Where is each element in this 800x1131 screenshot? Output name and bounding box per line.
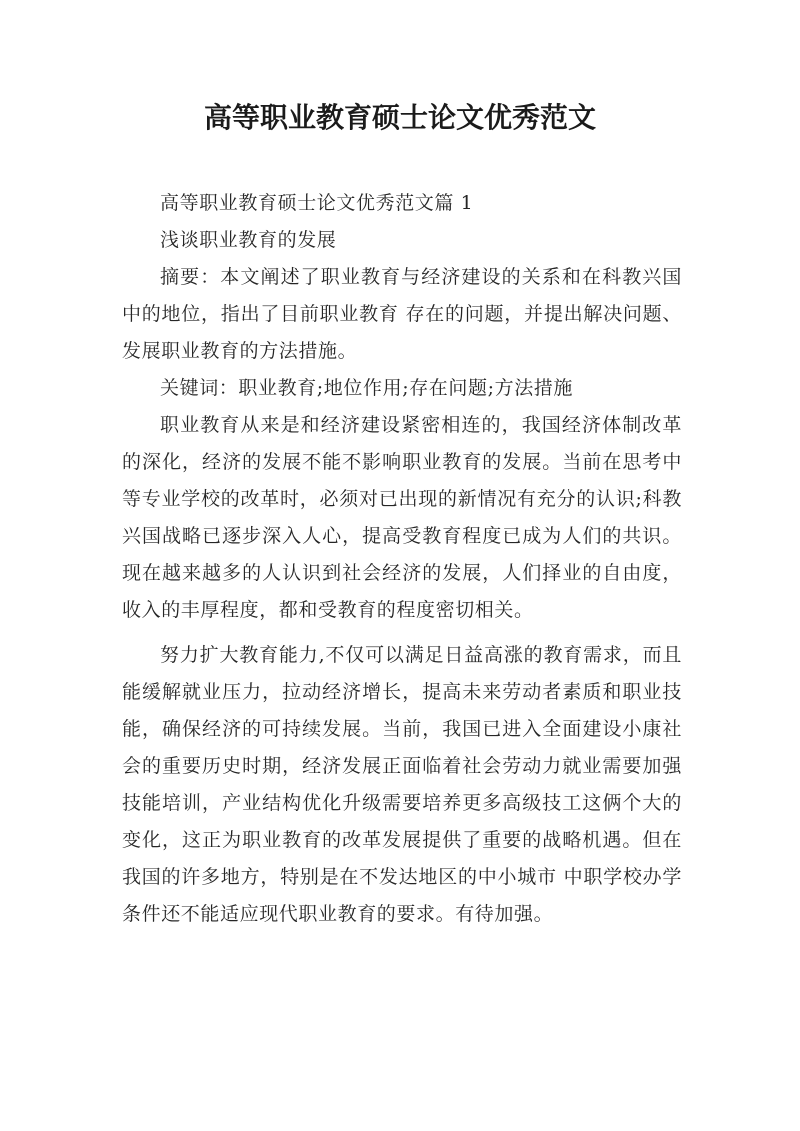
body-paragraph: 职业教育从来是和经济建设紧密相连的，我国经济体制改革的深化，经济的发展不能不影响职业教育的发展。当前在思考中等专业学校的改革时，必须对已出现的新情况有充分的认识;科教兴国战略已逐步深入人心，提高受教育程度已成为人们的共识。现在越来越多的人认识到社会经济的发展，人们择业的自由度，收入的丰厚程度，都和受教育的程度密切相关。 bbox=[122, 414, 682, 621]
abstract-paragraph: 摘要：本文阐述了职业教育与经济建设的关系和在科教兴国中的地位，指出了目前职业教育 存在的问题，并提出解决问题、发展职业教育的方法措施。 bbox=[122, 266, 682, 362]
section-heading: 高等职业教育硕士论文优秀范文篇 1 bbox=[160, 192, 474, 214]
body-paragraph: 努力扩大教育能力,不仅可以满足日益高涨的教育需求，而且能缓解就业压力，拉动经济增长，提高未来劳动者素质和职业技能，确保经济的可持续发展。当前，我国已进入全面建设小康社会的重要历史时期，经济发展正面临着社会劳动力就业需要加强技能培训，产业结构优化升级需要培养更多高级技工这俩个大的变化，这正为职业教育的改革发展提供了重要的战略机遇。但在我国的许多地方，特别是在不发达地区的中小城市 中职学校办学条件还不能适应现代职业教育的要求。有待加强。 bbox=[122, 644, 682, 925]
document-body bbox=[122, 185, 682, 933]
article-title: 浅谈职业教育的发展 bbox=[160, 229, 337, 251]
document-title: 高等职业教育硕士论文优秀范文 bbox=[203, 101, 596, 134]
keywords-paragraph: 关键词：职业教育;地位作用;存在问题;方法措施 bbox=[160, 377, 574, 399]
